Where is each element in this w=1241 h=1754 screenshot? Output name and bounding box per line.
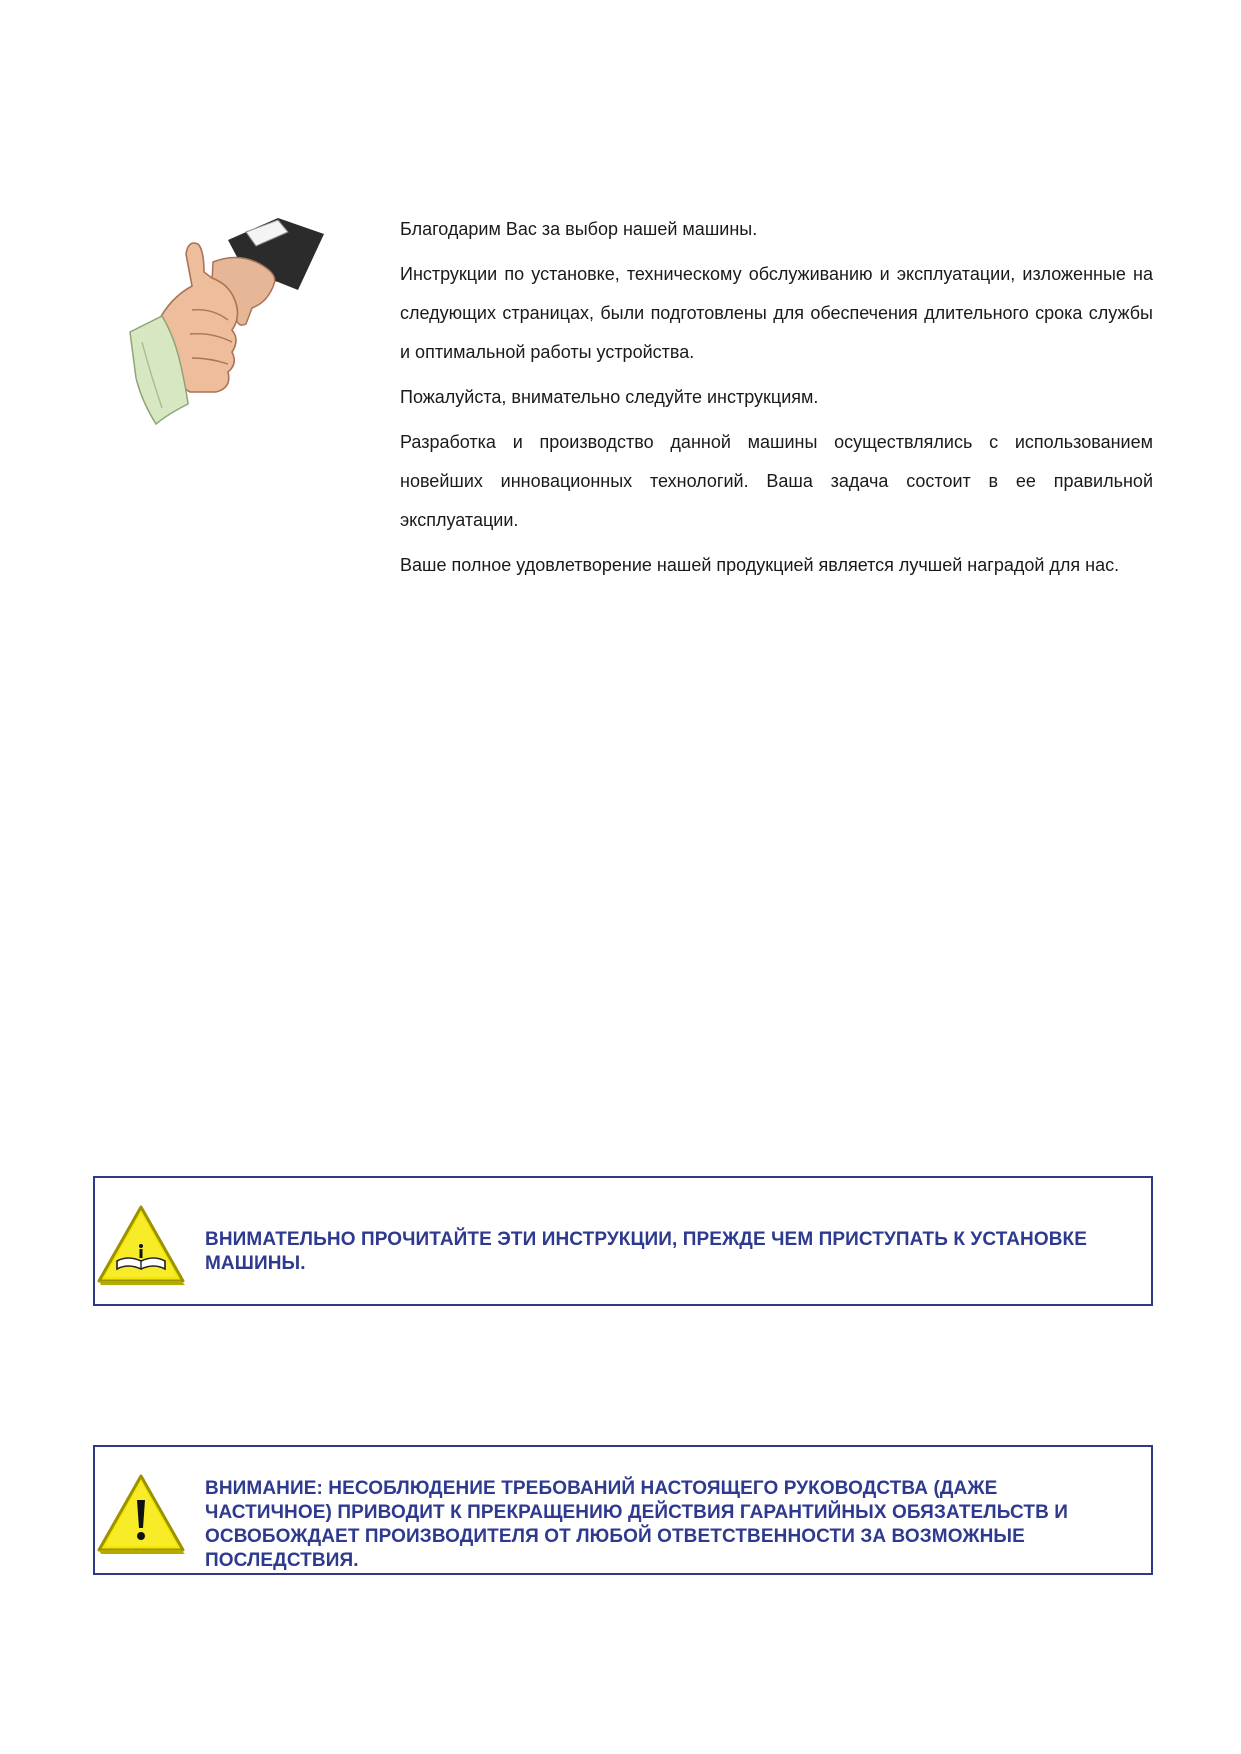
intro-paragraph: Благодарим Вас за выбор нашей машины. (400, 219, 758, 239)
intro-paragraph: Инструкции по установке, техническому обслуживанию и эксплуатации, изложенные на следующих страницах, были подготовлены для обеспечения длительного срока службы и оптимальной работы устройства. (400, 264, 1153, 362)
exclamation-warning-icon (95, 1472, 187, 1556)
book-warning-icon (95, 1203, 187, 1287)
intro-paragraph: Ваше полное удовлетворение нашей продукцией является лучшей наградой для нас. (400, 555, 1120, 575)
read-instructions-notice (93, 1176, 1153, 1306)
warranty-warning-text: ВНИМАНИЕ: НЕСОБЛЮДЕНИЕ ТРЕБОВАНИЙ НАСТОЯЩЕГО РУКОВОДСТВА (ДАЖЕ ЧАСТИЧНОЕ) ПРИВОДИТ К ПРЕКРАЩЕНИЮ ДЕЙСТВИЯ ГАРАНТИЙНЫХ ОБЯЗАТЕЛЬСТВ И ОСВОБОЖДАЕТ ПРОИЗВОДИТЕЛЯ ОТ ЛЮБОЙ ОТВЕТСТВЕННОСТИ ЗА ВОЗМОЖНЫЕ ПОСЛЕДСТВИЯ. (205, 1478, 1069, 1571)
read-instructions-text: ВНИМАТЕЛЬНО ПРОЧИТАЙТЕ ЭТИ ИНСТРУКЦИИ, ПРЕЖДЕ ЧЕМ ПРИСТУПАТЬ К УСТАНОВКЕ МАШИНЫ. (205, 1229, 1088, 1274)
warranty-warning-notice (93, 1445, 1153, 1575)
intro-paragraph: Пожалуйста, внимательно следуйте инструкциям. (400, 387, 819, 407)
intro-paragraph: Разработка и производство данной машины осуществлялись с использованием новейших инновационных технологий. Ваша задача состоит в ее правильной эксплуатации. (400, 432, 1153, 530)
intro-text (400, 210, 1153, 591)
handshake-icon (128, 212, 328, 427)
